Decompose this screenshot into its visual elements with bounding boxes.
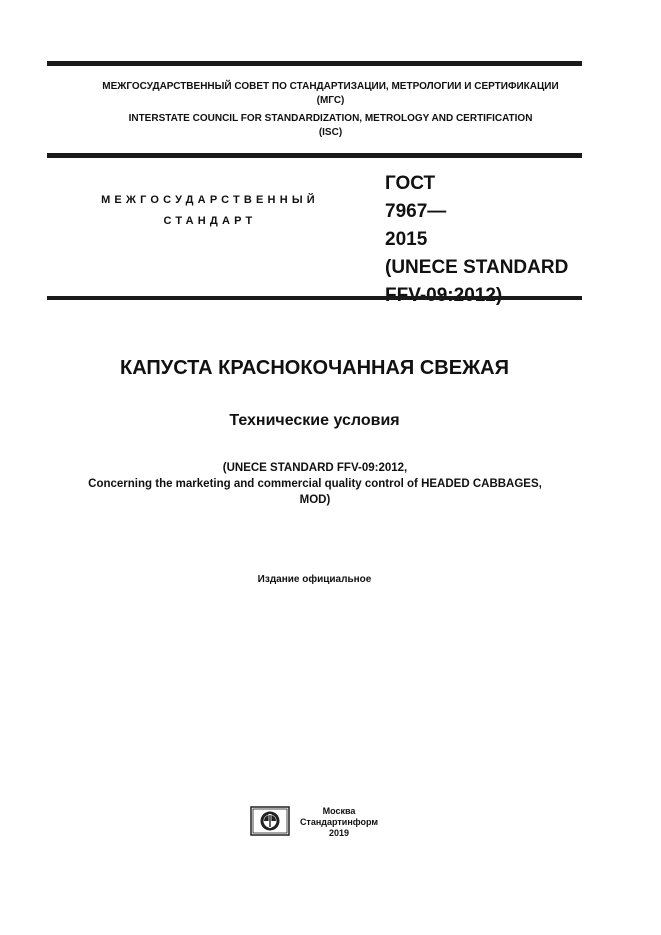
- council-name-en: [47, 112, 614, 140]
- council-ru-line: МЕЖГОСУДАРСТВЕННЫЙ СОВЕТ ПО СТАНДАРТИЗАЦИИ, МЕТРОЛОГИИ И СЕРТИФИКАЦИИ: [102, 81, 559, 92]
- unece-line2: Concerning the marketing and commercial quality control of HEADED CABBAGES,: [88, 478, 542, 490]
- edition-label: Издание официальное: [257, 574, 372, 585]
- designation-line3: 2015: [385, 229, 428, 250]
- standard-designation: [385, 170, 568, 310]
- unece-reference: [30, 460, 600, 508]
- publisher-name: Стандартинформ: [299, 817, 379, 827]
- designation-rule: [47, 296, 582, 300]
- publisher-block: [294, 806, 384, 839]
- standard-type-line2: СТАНДАРТ: [163, 215, 257, 227]
- publisher-city: Москва: [322, 806, 356, 816]
- publisher-year: 2019: [328, 828, 350, 838]
- header-rule: [47, 153, 582, 158]
- designation-line1: ГОСТ: [385, 173, 436, 194]
- standartinform-logo-icon: [250, 806, 290, 836]
- unece-line1: (UNECE STANDARD FFV-09:2012,: [222, 462, 408, 474]
- council-en-line: INTERSTATE COUNCIL FOR STANDARDIZATION, METROLOGY AND CERTIFICATION: [128, 113, 533, 124]
- standard-type-line1: МЕЖГОСУДАРСТВЕННЫЙ: [101, 194, 319, 206]
- designation-line4: (UNECE STANDARD: [385, 257, 569, 278]
- document-title: КАПУСТА КРАСНОКОЧАННАЯ СВЕЖАЯ: [120, 357, 509, 379]
- council-ru-abbr: (МГС): [316, 95, 345, 106]
- standard-type: [60, 190, 360, 232]
- top-rule: [47, 61, 582, 66]
- council-name-ru: [47, 80, 614, 108]
- unece-line3: MOD): [299, 494, 331, 506]
- designation-line2: 7967—: [385, 201, 447, 222]
- council-en-abbr: (ISC): [318, 127, 343, 138]
- document-subtitle: Технические условия: [229, 412, 400, 429]
